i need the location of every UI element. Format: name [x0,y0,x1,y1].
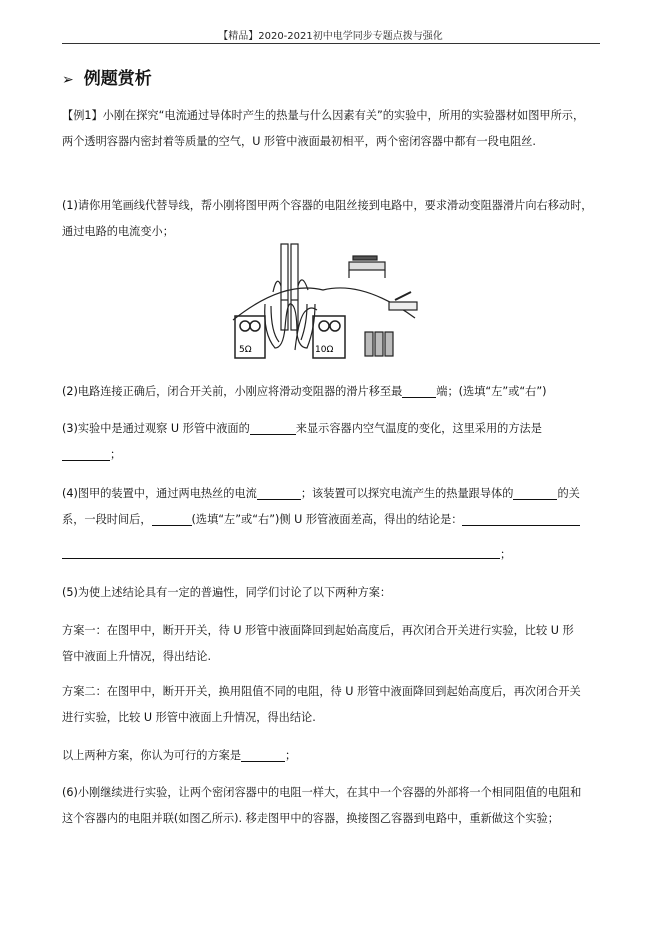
left-resistor-label: 5Ω [239,345,252,355]
experiment-figure [225,240,425,360]
q1-line-2: 通过电路的电流变小； [62,225,174,238]
q6-line-2: 这个容器内的电阻并联(如图乙所示). 移走图甲中的容器，换接图乙容器到电路中，重新做这个实验； [62,812,559,825]
q2-text: (2)电路连接正确后，闭合开关前，小刚应将滑动变阻器的滑片移至最 [62,385,403,398]
q4-line-1 [62,481,602,507]
q2-line [62,379,602,405]
q4-blank-4[interactable] [462,511,580,526]
q1-line-1: (1)请你用笔画线代替导线，帮小刚将图甲两个容器的电阻丝接到电路中，要求滑动变阻器滑片向右移动时， [62,199,593,212]
q5-plan2-line-1: 方案二：在图甲中，断开开关，换用阻值不同的电阻，待 U 形管中液面降回到起始高度后，再次闭合开关 [62,685,581,698]
section-title [62,64,152,89]
q4-text-2-mid: (选填“左”或“右”)侧 U 形管液面差高，得出的结论是： [191,513,463,526]
q5-blank[interactable] [241,747,285,762]
right-resistor-label: 10Ω [315,345,334,355]
q4-blank-1[interactable] [257,485,301,500]
q4-text-after: 的关 [557,487,580,500]
q3-text-after: 来显示容器内空气温度的变化，这里采用的方法是 [295,422,542,435]
q4-text: (4)图甲的装置中，通过两电热丝的电流 [62,487,257,500]
battery-icon [365,332,393,356]
q4-blank-2[interactable] [513,485,557,500]
q5-question [62,743,602,769]
rheostat-icon [349,256,385,278]
q3-line-1 [62,416,602,442]
q5-plan1-line-1: 方案一：在图甲中，断开开关，待 U 形管中液面降回到起始高度后，再次闭合开关进行实验，比较 U 形 [62,624,574,637]
section-title-text: 例题赏析 [83,69,152,89]
example-line-2: 两个透明容器内密封着等质量的空气，U 形管中液面最初相平，两个密闭容器中都有一段电阻丝. [62,135,536,148]
u-tube-icon [265,244,317,350]
q2-blank[interactable] [402,383,436,398]
q5-plan2-line-2: 进行实验，比较 U 形管中液面上升情况，得出结论. [62,711,316,724]
q5-question-end: ； [285,749,297,762]
q3-line-2 [62,442,602,468]
q4-line-2 [62,507,602,533]
q4-text-mid: ；该装置可以探究电流产生的热量跟导体的 [300,487,514,500]
q3-blank-2[interactable] [62,446,110,461]
q6-line-1: (6)小刚继续进行实验，让两个密闭容器中的电阻一样大，在其中一个容器的外部将一个相同阻值的电阻和 [62,786,582,799]
example-line-1: 【例1】小刚在探究“电流通过导体时产生的热量与什么因素有关”的实验中，所用的实验器材如图甲所示， [62,109,585,122]
q3-end: ； [110,448,122,461]
q3-text: (3)实验中是通过观察 U 形管中液面的 [62,422,250,435]
page-header: 【精品】2020-2021初中电学同步专题点拨与强化 [218,31,443,42]
arrow-icon: ➢ [62,72,74,88]
q2-text-after: 端；(选填“左”或“右”) [436,385,547,398]
switch-icon [389,292,417,310]
q3-blank-1[interactable] [250,420,296,435]
q5-intro: (5)为使上述结论具有一定的普遍性，同学们讨论了以下两种方案： [62,586,392,599]
header-divider [62,43,600,44]
q5-plan1-line-2: 管中液面上升情况，得出结论. [62,650,211,663]
q4-blank-3[interactable] [152,511,192,526]
q4-blank-5[interactable] [62,558,500,559]
q5-question-text: 以上两种方案，你认为可行的方案是 [62,749,242,762]
q4-text-2: 系，一段时间后， [62,513,152,526]
q4-end: ； [500,548,512,561]
